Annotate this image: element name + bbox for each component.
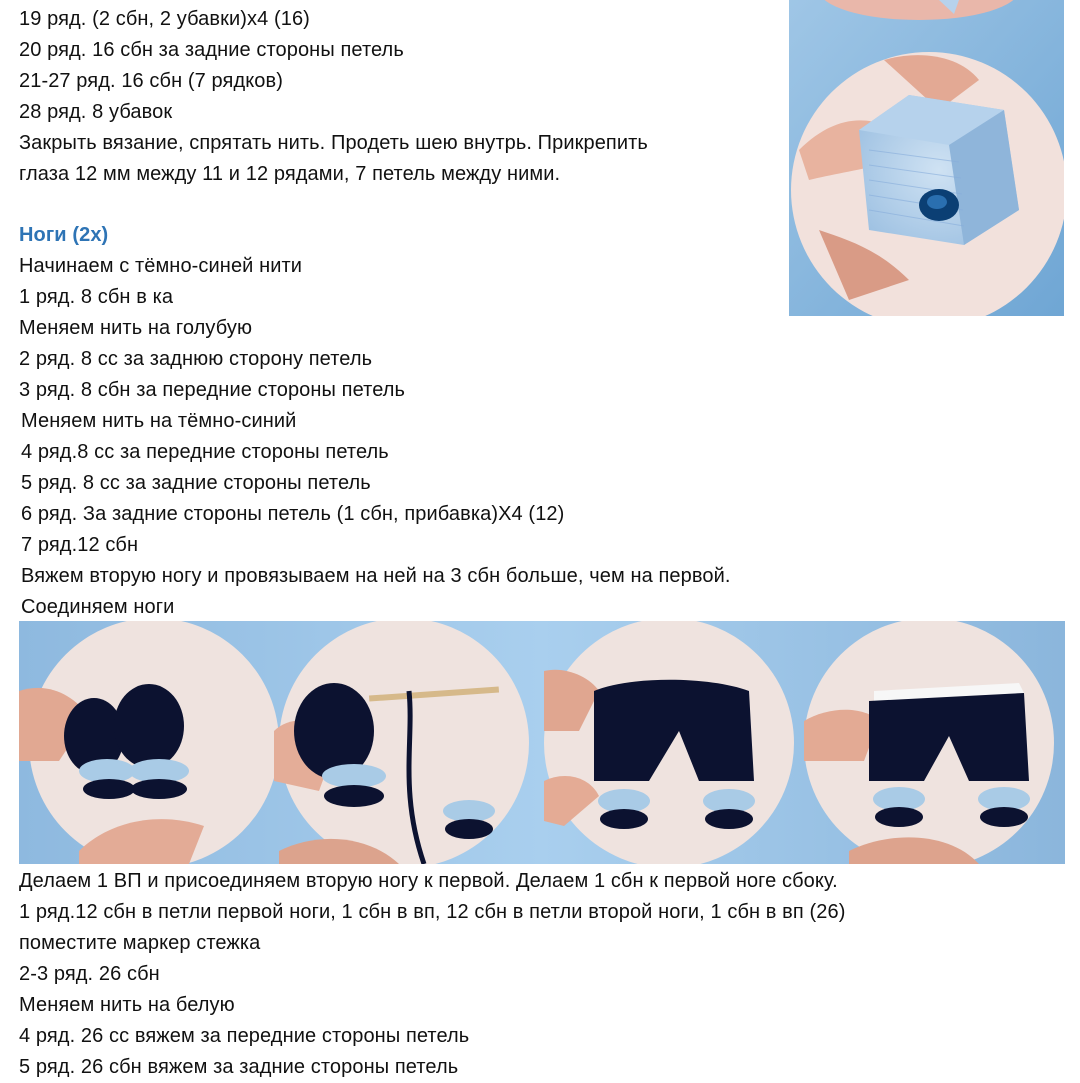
text-line: 4 ряд.8 сс за передние стороны петель: [21, 441, 389, 463]
text-line: Меняем нить на белую: [19, 994, 235, 1016]
section-heading-legs: Ноги (2х): [19, 224, 109, 246]
text-line: 1 ряд. 8 сбн в ка: [19, 286, 174, 308]
text-line: 1 ряд.12 сбн в петли первой ноги, 1 сбн в вп, 12 сбн в петли второй ноги, 1 сбн в вп (26): [19, 901, 846, 923]
legs-assembly-photo: [19, 621, 1065, 864]
text-line: 19 ряд. (2 сбн, 2 убавки)х4 (16): [19, 8, 310, 30]
text-line: Соединяем ноги: [21, 596, 175, 618]
text-line: глаза 12 мм между 11 и 12 рядами, 7 петель между ними.: [19, 163, 561, 185]
text-line: 5 ряд. 26 сбн вяжем за задние стороны петель: [19, 1056, 459, 1078]
text-line: 5 ряд. 8 сс за задние стороны петель: [21, 472, 371, 494]
text-line: 28 ряд. 8 убавок: [19, 101, 173, 123]
text-line: 3 ряд. 8 сбн за передние стороны петель: [19, 379, 406, 401]
text-line: 2-3 ряд. 26 сбн: [19, 963, 160, 985]
text-line: 7 ряд.12 сбн: [21, 534, 139, 556]
text-line: Вяжем вторую ногу и провязываем на ней на 3 сбн больше, чем на первой.: [21, 565, 731, 587]
text-line: Меняем нить на тёмно-синий: [21, 410, 297, 432]
text-line: 2 ряд. 8 сс за заднюю сторону петель: [19, 348, 373, 370]
text-line: поместите маркер стежка: [19, 932, 261, 954]
text-line: Начинаем с тёмно-синей нити: [19, 255, 303, 277]
text-line: Делаем 1 ВП и присоединяем вторую ногу к первой. Делаем 1 сбн к первой ноге сбоку.: [19, 870, 838, 892]
text-line: Закрыть вязание, спрятать нить. Продеть шею внутрь. Прикрепить: [19, 132, 648, 154]
text-line: 4 ряд. 26 сс вяжем за передние стороны петель: [19, 1025, 470, 1047]
head-cube-photo: [789, 0, 1064, 316]
text-line: Меняем нить на голубую: [19, 317, 253, 339]
text-line: 6 ряд. За задние стороны петель (1 сбн, прибавка)Х4 (12): [21, 503, 565, 525]
text-line: 21-27 ряд. 16 сбн (7 рядков): [19, 70, 284, 92]
text-line: 20 ряд. 16 сбн за задние стороны петель: [19, 39, 404, 61]
